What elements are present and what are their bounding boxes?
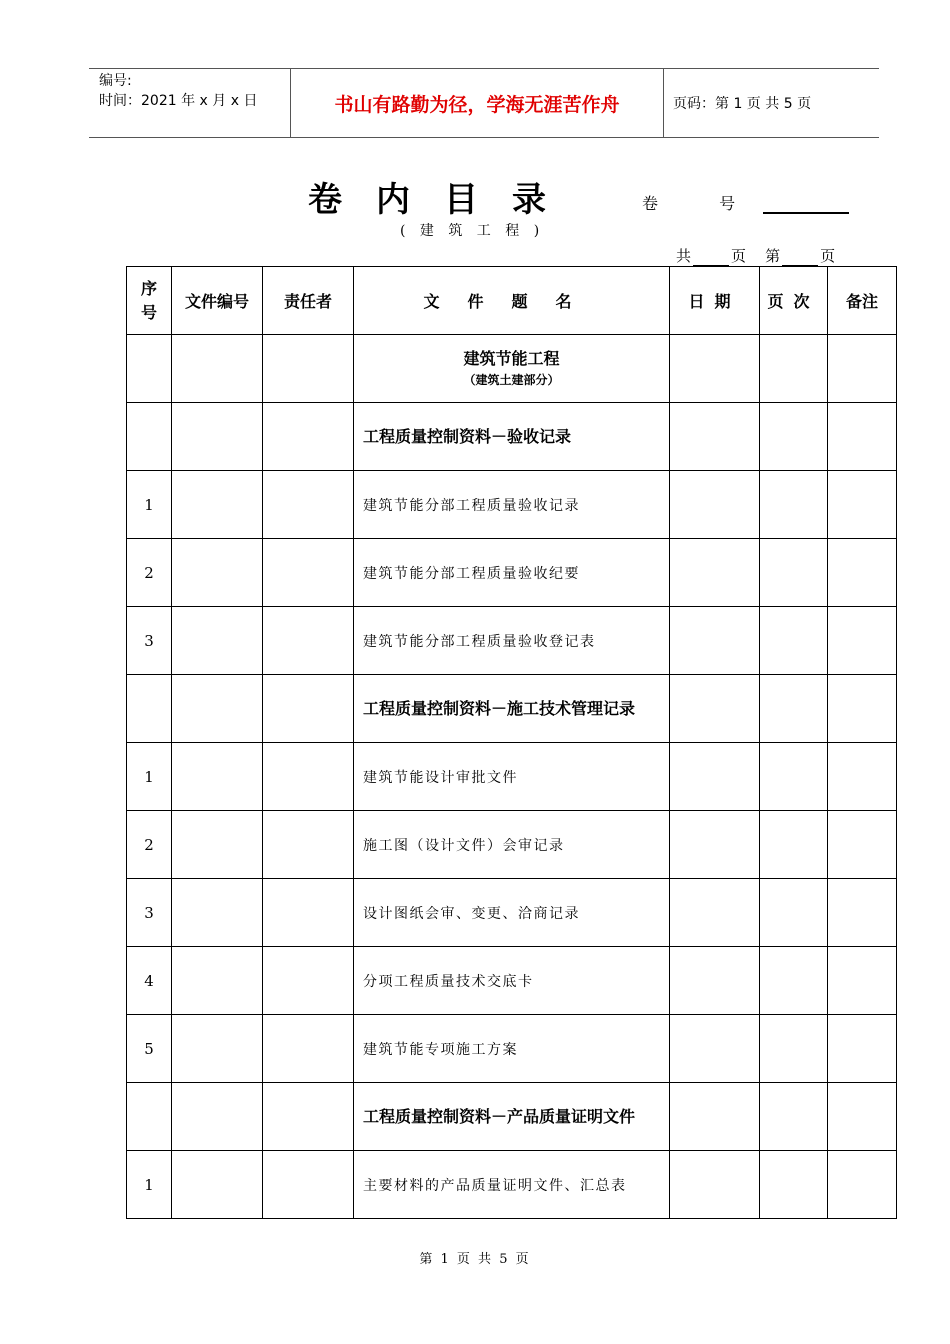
volume-number — [642, 191, 849, 214]
cell-file-no — [172, 811, 263, 879]
cell-pages — [760, 471, 828, 539]
col-header-file-title: 文件题名 — [354, 267, 670, 335]
cell-file-title: 建筑节能专项施工方案 — [354, 1015, 670, 1083]
heading-subtitle: （建筑土建部分） — [463, 372, 560, 387]
cell-pages — [760, 1083, 828, 1151]
cell-remarks — [828, 947, 897, 1015]
cell-seq: 4 — [127, 947, 172, 1015]
cell-file-title: 建筑节能分部工程质量验收登记表 — [354, 607, 670, 675]
cell-pages — [760, 675, 828, 743]
cell-responsible — [263, 675, 354, 743]
cell-pages — [760, 811, 828, 879]
cell-remarks — [828, 1083, 897, 1151]
table-row — [127, 335, 897, 403]
cell-seq — [127, 1083, 172, 1151]
table-row — [127, 471, 897, 539]
cell-remarks — [828, 811, 897, 879]
cell-seq — [127, 675, 172, 743]
table-header-row — [127, 267, 897, 335]
cell-date — [670, 743, 760, 811]
table-row — [127, 539, 897, 607]
cell-remarks — [828, 403, 897, 471]
cell-pages — [760, 607, 828, 675]
total-prefix: 共 — [676, 247, 692, 265]
cell-file-no — [172, 471, 263, 539]
cell-seq: 5 — [127, 1015, 172, 1083]
nth-page-word: 页 — [820, 247, 836, 265]
cell-remarks — [828, 471, 897, 539]
cell-responsible — [263, 539, 354, 607]
cell-file-no — [172, 947, 263, 1015]
cell-responsible — [263, 335, 354, 403]
cell-section-title: 工程质量控制资料－施工技术管理记录 — [354, 675, 670, 743]
col-header-date: 日期 — [670, 267, 760, 335]
cell-responsible — [263, 811, 354, 879]
cell-pages — [760, 743, 828, 811]
cell-responsible — [263, 879, 354, 947]
cell-responsible — [263, 1151, 354, 1219]
cell-responsible — [263, 607, 354, 675]
cell-file-no — [172, 1083, 263, 1151]
cell-date — [670, 1151, 760, 1219]
cell-file-no — [172, 403, 263, 471]
cell-remarks — [828, 879, 897, 947]
table-row — [127, 743, 897, 811]
volume-label: 卷 号 — [642, 194, 764, 213]
cell-responsible — [263, 471, 354, 539]
doc-number-label: 编号: — [99, 73, 132, 89]
cell-section-title: 工程质量控制资料－验收记录 — [354, 403, 670, 471]
nth-blank — [782, 251, 818, 266]
cell-file-title: 施工图（设计文件）会审记录 — [354, 811, 670, 879]
cell-file-no — [172, 879, 263, 947]
col-header-remarks: 备注 — [828, 267, 897, 335]
cell-date — [670, 811, 760, 879]
cell-date — [670, 471, 760, 539]
cell-date — [670, 947, 760, 1015]
cell-file-no — [172, 743, 263, 811]
cell-responsible — [263, 1083, 354, 1151]
cell-file-no — [172, 607, 263, 675]
cell-pages — [760, 879, 828, 947]
cell-seq: 3 — [127, 879, 172, 947]
cell-pages — [760, 335, 828, 403]
cell-responsible — [263, 1015, 354, 1083]
table-row — [127, 675, 897, 743]
table-row — [127, 403, 897, 471]
cell-file-title: 分项工程质量技术交底卡 — [354, 947, 670, 1015]
cell-responsible — [263, 743, 354, 811]
time-label: 时间：2021 年 x 月 x 日 — [99, 93, 258, 109]
cell-heading — [354, 335, 670, 403]
cell-seq — [127, 335, 172, 403]
cell-pages — [760, 1015, 828, 1083]
cell-seq: 3 — [127, 607, 172, 675]
page-title: 卷内目录 — [308, 180, 580, 220]
cell-file-title: 建筑节能分部工程质量验收记录 — [354, 471, 670, 539]
cell-file-no — [172, 335, 263, 403]
col-header-file-no: 文件编号 — [172, 267, 263, 335]
cell-pages — [760, 539, 828, 607]
cell-responsible — [263, 403, 354, 471]
table-row — [127, 947, 897, 1015]
cell-file-title: 主要材料的产品质量证明文件、汇总表 — [354, 1151, 670, 1219]
page-count-line — [676, 245, 835, 266]
volume-blank — [763, 196, 849, 214]
cell-file-no — [172, 539, 263, 607]
col-header-pages: 页次 — [760, 267, 828, 335]
catalog-table — [126, 266, 897, 1219]
cell-file-no — [172, 1015, 263, 1083]
table-row — [127, 811, 897, 879]
cell-date — [670, 403, 760, 471]
page-subtitle: ( 建 筑 工 程 ) — [400, 223, 545, 239]
cell-remarks — [828, 335, 897, 403]
header-motto: 书山有路勤为径，学海无涯苦作舟 — [290, 69, 664, 137]
cell-seq: 1 — [127, 471, 172, 539]
cell-date — [670, 335, 760, 403]
cell-seq: 1 — [127, 1151, 172, 1219]
cell-responsible — [263, 947, 354, 1015]
cell-seq: 1 — [127, 743, 172, 811]
total-page-word: 页 — [731, 247, 747, 265]
table-row — [127, 1015, 897, 1083]
cell-remarks — [828, 539, 897, 607]
cell-file-no — [172, 1151, 263, 1219]
table-row — [127, 1083, 897, 1151]
cell-seq: 2 — [127, 811, 172, 879]
col-header-responsible: 责任者 — [263, 267, 354, 335]
cell-date — [670, 879, 760, 947]
table-row — [127, 1151, 897, 1219]
cell-file-no — [172, 675, 263, 743]
cell-pages — [760, 403, 828, 471]
cell-seq: 2 — [127, 539, 172, 607]
cell-date — [670, 1015, 760, 1083]
cell-file-title: 设计图纸会审、变更、洽商记录 — [354, 879, 670, 947]
col-header-seq: 序号 — [127, 267, 172, 335]
cell-pages — [760, 947, 828, 1015]
cell-file-title: 建筑节能设计审批文件 — [354, 743, 670, 811]
cell-remarks — [828, 1151, 897, 1219]
cell-date — [670, 607, 760, 675]
cell-date — [670, 1083, 760, 1151]
heading-title: 建筑节能工程 — [463, 348, 560, 368]
header-page-info: 页码：第 1 页 共 5 页 — [673, 96, 812, 112]
table-row — [127, 607, 897, 675]
cell-remarks — [828, 743, 897, 811]
document-header — [89, 68, 879, 138]
nth-prefix: 第 — [765, 247, 781, 265]
cell-section-title: 工程质量控制资料－产品质量证明文件 — [354, 1083, 670, 1151]
cell-date — [670, 539, 760, 607]
cell-date — [670, 675, 760, 743]
cell-remarks — [828, 675, 897, 743]
page-footer: 第 1 页 共 5 页 — [419, 1252, 531, 1267]
header-meta — [89, 69, 289, 137]
total-blank — [693, 251, 729, 266]
cell-file-title: 建筑节能分部工程质量验收纪要 — [354, 539, 670, 607]
cell-remarks — [828, 1015, 897, 1083]
cell-seq — [127, 403, 172, 471]
cell-remarks — [828, 607, 897, 675]
table-row — [127, 879, 897, 947]
cell-pages — [760, 1151, 828, 1219]
